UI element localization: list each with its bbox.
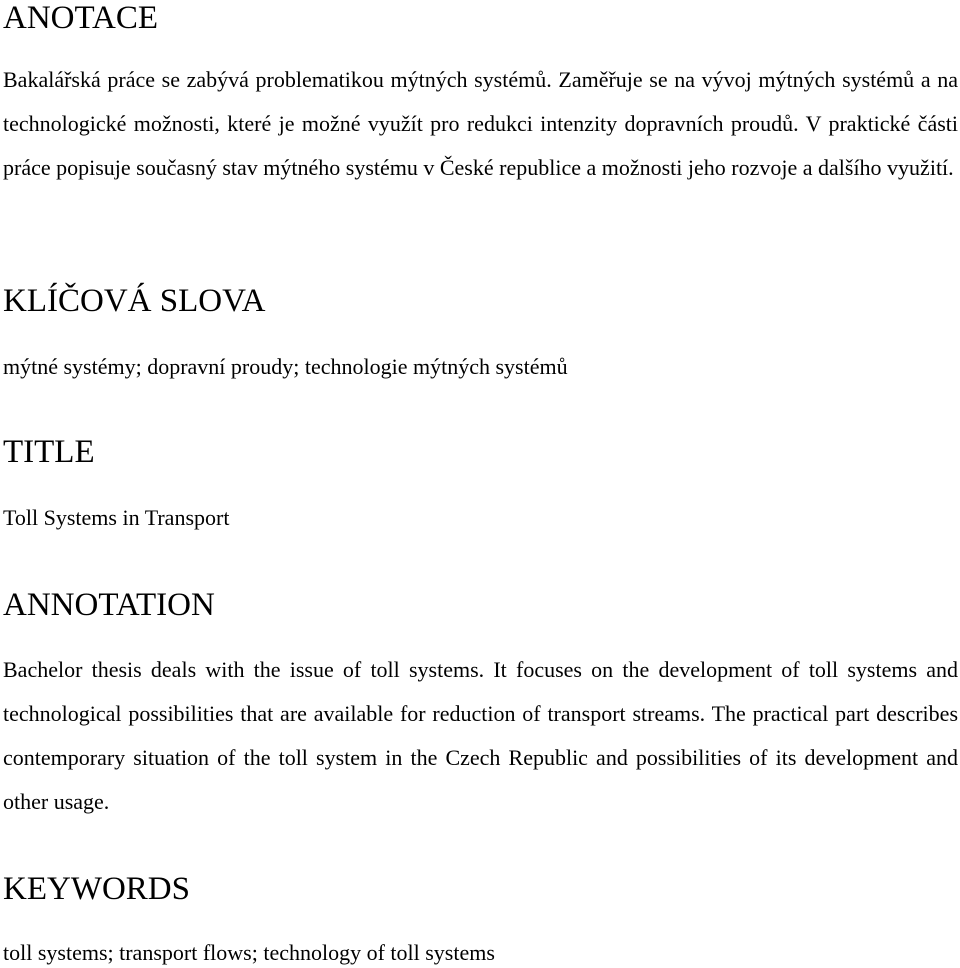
klicova-slova-heading: KLÍČOVÁ SLOVA <box>3 283 266 319</box>
annotation-section-heading <box>3 587 958 623</box>
klicova-slova-text: mýtné systémy; dopravní proudy; technologie mýtných systémů <box>3 354 568 379</box>
annotation-heading: ANNOTATION <box>3 587 215 623</box>
title-section-body <box>3 503 958 533</box>
anotace-heading: ANOTACE <box>3 0 159 36</box>
anotace-section-heading <box>3 0 958 36</box>
annotation-text: Bachelor thesis deals with the issue of toll systems. It focuses on the development of toll systems and technological possibilities that are available for reduction of transport streams. The practical part describes contemporary situation of the toll system in the Czech Republic and possibilities of its development and other usage. <box>3 657 958 814</box>
klicova-slova-section-body <box>3 352 958 382</box>
keywords-section-body <box>3 938 958 968</box>
klicova-slova-section-heading <box>3 283 958 319</box>
title-heading: TITLE <box>3 434 95 470</box>
keywords-text: toll systems; transport flows; technology of toll systems <box>3 940 495 965</box>
keywords-section-heading <box>3 871 958 907</box>
title-text: Toll Systems in Transport <box>3 505 230 530</box>
keywords-heading: KEYWORDS <box>3 871 190 907</box>
anotace-section-body <box>3 58 958 190</box>
annotation-section-body <box>3 648 958 824</box>
anotace-text: Bakalářská práce se zabývá problematikou mýtných systémů. Zaměřuje se na vývoj mýtných systémů a na technologické možnosti, které je možné využít pro redukci intenzity dopravních proudů. V praktické části práce popisuje současný stav mýtného systému v České republice a možnosti jeho rozvoje a dalšího využití. <box>3 67 958 180</box>
title-section-heading <box>3 434 958 470</box>
